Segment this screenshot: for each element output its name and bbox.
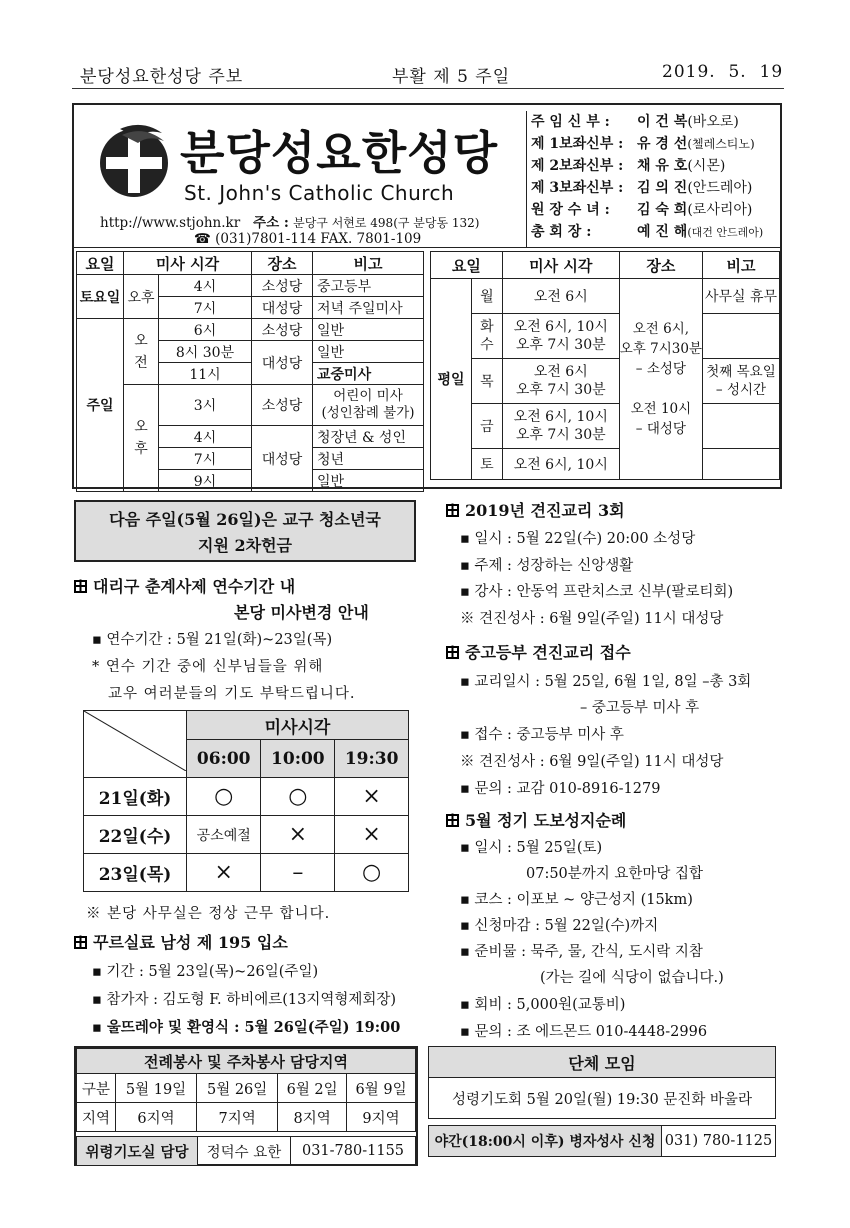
service-duty-box (74, 1046, 418, 1166)
night-sacrament-table: 야간(18:00시 이후) 병자성사 신청 031) 780-1125 (428, 1125, 776, 1157)
church-address-line (100, 211, 479, 231)
group-table: 단체 모임 성령기도회 5월 20일(월) 19:30 문진화 바울라 (428, 1046, 776, 1119)
mass-change-table: 미사시각 06:00 10:00 19:30 21일(화) ○ ○ × 22일(수) 공소예절 × × 23일(목) × – ○ (83, 710, 409, 892)
cross-box-icon (74, 580, 87, 593)
church-address: 분당구 서현로 498(구 분당동 132) (293, 216, 480, 230)
divider (74, 247, 780, 248)
cross-box-icon (446, 646, 459, 659)
text-line: (가는 길에 식당이 없습니다.) (540, 970, 724, 986)
text-line: 07:50분까지 요한마당 집합 (526, 866, 704, 882)
cross-box-icon (74, 936, 87, 949)
text-line: ▪ 회비 : 5,000원(교통비) (460, 997, 626, 1013)
staff-row: 제 3보좌신부 : 김 의 진(안드레아) (531, 180, 753, 196)
cross-box-icon (446, 814, 459, 827)
church-phone: ☎ (031)7801-114 FAX. 7801-109 (194, 231, 422, 247)
text-line: ▪ 강사 : 안동억 프란치스코 신부(팔로티회) (460, 584, 734, 600)
diagonal-cell (84, 711, 187, 778)
church-logo-icon (92, 119, 176, 203)
section-title: 2019년 견진교리 3회 (446, 498, 625, 521)
address-label: 주소 : (253, 215, 289, 231)
section-title: 중고등부 견진교리 접수 (446, 640, 631, 663)
bulletin-date: 2019. 5. 19 (662, 62, 784, 82)
section-title: 꾸르실료 남성 제 195 입소 (74, 930, 288, 953)
church-brand (84, 113, 514, 248)
staff-list (526, 111, 787, 247)
text-line: – 중고등부 미사 후 (580, 700, 700, 716)
text-line: ▪ 문의 : 조 에드몬드 010-4448-2996 (460, 1024, 708, 1040)
text-line: ▪ 울뜨레야 및 환영식 : 5월 26일(주일) 19:00 (92, 1019, 401, 1036)
staff-row: 원 장 수 녀 : 김 숙 희(로사리아) (531, 202, 753, 218)
text-line: ※ 견진성사 : 6월 9일(주일) 11시 대성당 (460, 754, 724, 770)
cross-box-icon (446, 504, 459, 517)
text-line: * 연수 기간 중에 신부님들을 위해 (92, 659, 324, 675)
prayer-room-table: 위령기도실 담당 정덕수 요한 031-780-1155 (76, 1136, 416, 1166)
section-subtitle: 본당 미사변경 안내 (234, 603, 369, 622)
second-collection-notice: 다음 주일(5월 26일)은 교구 청소년국 지원 2차헌금 (74, 500, 416, 562)
text-line: ※ 본당 사무실은 정상 근무 합니다. (86, 906, 331, 922)
text-line: ▪ 일시 : 5월 22일(수) 20:00 소성당 (460, 531, 696, 547)
church-url[interactable]: http://www.stjohn.kr (100, 215, 241, 231)
group-meeting-box (428, 1046, 776, 1166)
weekend-mass-table: 요일 미사 시각 장소 비고 토요일 오후 4시 소성당 중고등부 7시 대성당 저녁 주일미사 주일 오 전 6시 소성당 일반 8시 30분 대성당 일반 11시 교중미사 오 후 3시 소성당 어린이 미사 (성인참례 불가) 4시 대성당 청장년 & 성인 7시 청년 9시 일반 (76, 251, 424, 492)
section-title: 5월 정기 도보성지순례 (446, 808, 626, 831)
weekday-mass-table: 요일 미사 시각 장소 비고 평일 월 오전 6시 오전 6시, 오후 7시30분 – 소성당 오전 10시 – 대성당 사무실 휴무 화 수 오전 6시, 10시 오후 7시 30분 목 오전 6시 오후 7시 30분 첫째 목요일 – 성시간 금 오전 6시, 10시 오후 7시 30분 토 오전 6시, 10시 (430, 251, 780, 480)
text-line: ▪ 주제 : 성장하는 신앙생활 (460, 558, 634, 574)
diagonal-line (84, 711, 186, 771)
text-line: ※ 견진성사 : 6월 9일(주일) 11시 대성당 (460, 611, 724, 627)
church-english-name: St. John's Catholic Church (184, 181, 455, 205)
text-line: ▪ 문의 : 교감 010-8916-1279 (460, 781, 661, 797)
staff-row: 제 2보좌신부 : 채 유 호(시몬) (531, 158, 726, 174)
text-line: ▪ 코스 : 이포보 ~ 양근성지 (15km) (460, 892, 693, 908)
duty-table: 전례봉사 및 주차봉사 담당지역 구분 5월 19일 5월 26일 6월 2일 6월 9일 지역 6지역 7지역 8지역 9지역 (76, 1048, 416, 1132)
text-line: ▪ 접수 : 중고등부 미사 후 (460, 727, 624, 743)
text-line: ▪ 교리일시 : 5월 25일, 6월 1일, 8일 –총 3회 (460, 674, 752, 690)
staff-row: 주 임 신 부 : 이 건 복(바오로) (531, 114, 739, 130)
text-line: ▪ 참가자 : 김도형 F. 하비에르(13지역형제회장) (92, 992, 397, 1008)
church-name: 분당성요한성당 (180, 126, 499, 180)
text-line: ▪ 일시 : 5월 25일(토) (460, 840, 603, 856)
text-line: ▪ 기간 : 5월 23일(목)~26일(주일) (92, 964, 319, 980)
text-line: ▪ 준비물 : 묵주, 물, 간식, 도시락 지참 (460, 944, 703, 960)
bulletin-title: 분당성요한성당 주보 (80, 67, 244, 87)
church-info-box (72, 103, 782, 489)
staff-row: 제 1보좌신부 : 유 경 선(첼레스티노) (531, 136, 755, 152)
header-rule (72, 88, 784, 89)
text-line: ▪ 연수기간 : 5월 21일(화)~23일(목) (92, 632, 333, 648)
staff-row: 총 회 장 : 예 진 해(대건 안드레아) (531, 224, 764, 240)
text-line: 교우 여러분들의 기도 부탁드립니다. (108, 686, 356, 702)
text-line: ▪ 신청마감 : 5월 22일(수)까지 (460, 918, 659, 934)
liturgical-week: 부활 제 5 주일 (392, 67, 511, 87)
section-title: 대리구 춘계사제 연수기간 내 (74, 574, 295, 597)
